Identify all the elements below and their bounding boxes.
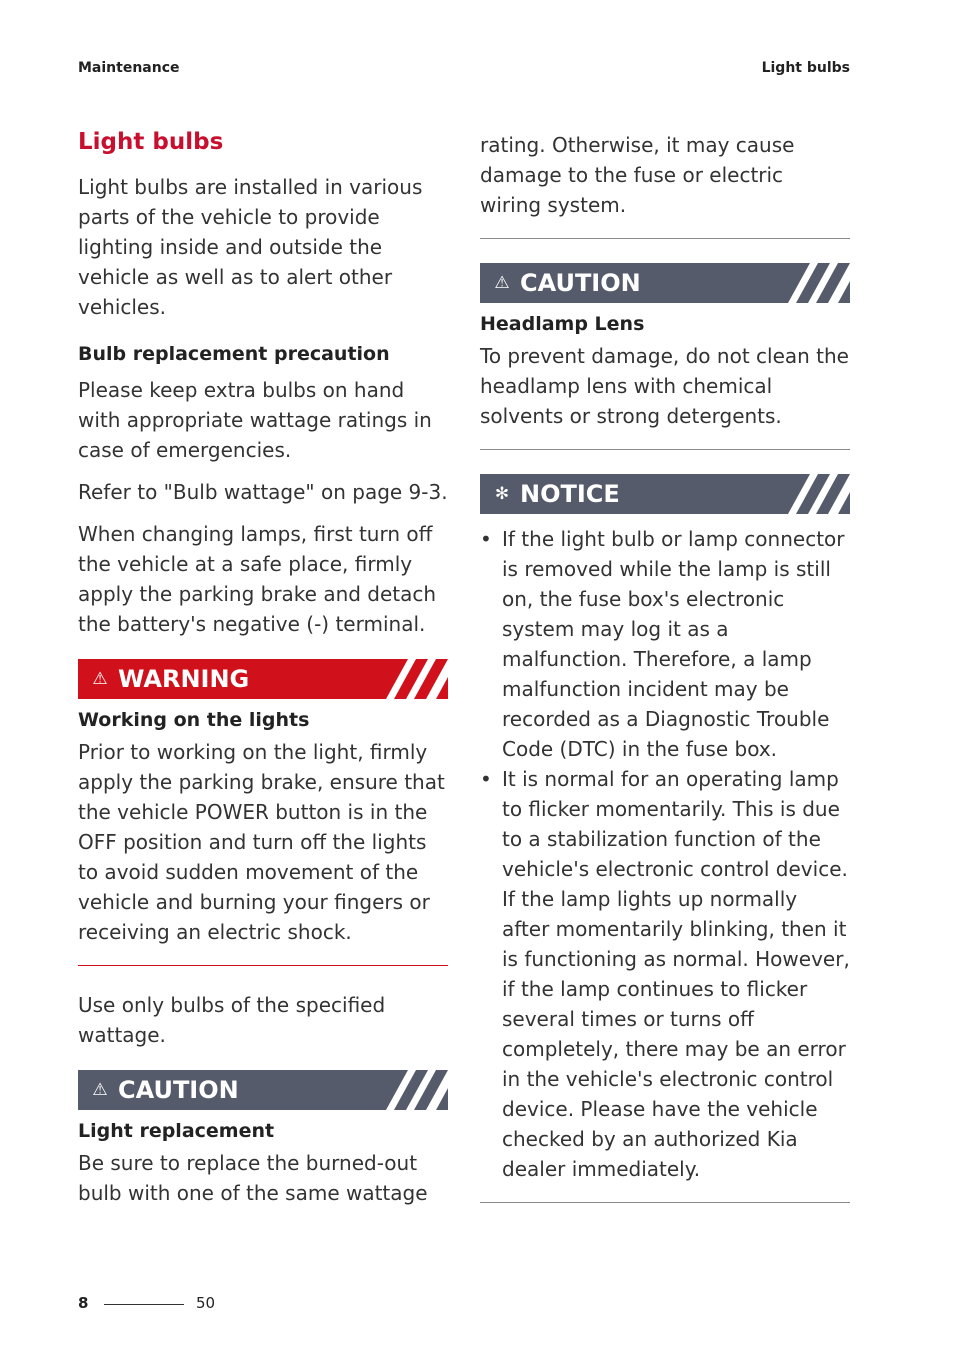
warning-divider <box>78 965 448 966</box>
page-number: 50 <box>196 1294 216 1312</box>
notice-list <box>480 524 850 1184</box>
caution-label: CAUTION <box>520 269 641 297</box>
intro-paragraph: Light bulbs are installed in various parts of the vehicle to provide lighting inside and outside the vehicle as well as to alert other vehicles. <box>78 174 423 319</box>
caution-banner <box>78 1070 448 1110</box>
paragraph-changing-lamps: When changing lamps, first turn off the vehicle at a safe place, firmly apply the parking brake and detach the battery's negative (-) terminal. <box>78 521 437 636</box>
left-column <box>78 128 448 1220</box>
notice-bullet-text: It is normal for an operating lamp to flicker momentarily. This is due to a stabilization function of the vehicle's electronic control device. If the lamp lights up normally after momentarily blinking, then it is functioning as normal. However, if the lamp continues to flicker several times or turns off completely, there may be an error in the vehicle's electronic control device. Please have the vehicle checked by an authorized Kia dealer immediately. <box>502 767 850 1181</box>
notice-bullet-text: If the light bulb or lamp connector is removed while the lamp is still on, the fuse box's electronic system may log it as a malfunction. Therefore, a lamp malfunction incident may be recorded as a Diagnostic Trouble Code (DTC) in the fuse box. <box>502 527 845 761</box>
warning-label: WARNING <box>118 664 250 693</box>
notice-banner <box>480 474 850 514</box>
caution-text: Be sure to replace the burned-out bulb with one of the same wattage <box>78 1150 428 1205</box>
page-footer <box>78 1294 216 1312</box>
running-header-topic: Light bulbs <box>761 60 850 76</box>
caution-label: CAUTION <box>118 1075 239 1104</box>
notice-label: NOTICE <box>520 480 620 508</box>
stripes-decoration <box>788 474 850 514</box>
section-title: Light bulbs <box>78 129 224 155</box>
caution-title: Headlamp Lens <box>480 313 645 335</box>
divider <box>480 449 850 450</box>
chapter-number: 8 <box>78 1294 89 1312</box>
right-column <box>480 130 850 1227</box>
footer-rule <box>104 1304 184 1305</box>
caution-banner <box>480 263 850 303</box>
warning-banner <box>78 659 448 699</box>
asterisk-icon: ✻ <box>494 484 510 504</box>
running-header-section: Maintenance <box>78 60 180 76</box>
paragraph-bulb-wattage-ref: Refer to "Bulb wattage" on page 9-3. <box>78 479 448 504</box>
warning-triangle-icon: ⚠ <box>92 1079 108 1100</box>
warning-title: Working on the lights <box>78 708 310 731</box>
stripes-decoration <box>386 1070 448 1110</box>
warning-triangle-icon: ⚠ <box>92 668 108 689</box>
paragraph-specified-wattage: Use only bulbs of the specified wattage. <box>78 992 386 1047</box>
continued-paragraph: rating. Otherwise, it may cause damage to the fuse or electric wiring system. <box>480 133 795 217</box>
divider <box>480 238 850 239</box>
caution-title: Light replacement <box>78 1119 275 1142</box>
subheading-bulb-precaution: Bulb replacement precaution <box>78 342 390 365</box>
stripes-decoration <box>386 659 448 699</box>
list-item: • It is normal for an operating lamp to flicker momentarily. This is due to a stabilization function of the vehicle's electronic control device. If the lamp lights up normally after momentarily blinking, then it is functioning as normal. However, if the lamp continues to flicker several times or turns off completely, there may be an error in the vehicle's electronic control device. Please have the vehicle checked by an authorized Kia dealer immediately. <box>480 767 850 1181</box>
stripes-decoration <box>788 263 850 303</box>
caution-text: To prevent damage, do not clean the headlamp lens with chemical solvents or strong detergents. <box>480 344 849 428</box>
warning-text: Prior to working on the light, firmly apply the parking brake, ensure that the vehicle POWER button is in the OFF position and turn off the lights to avoid sudden movement of the vehicle and burning your fingers or receiving an electric shock. <box>78 739 445 944</box>
list-item: • If the light bulb or lamp connector is removed while the lamp is still on, the fuse box's electronic system may log it as a malfunction. Therefore, a lamp malfunction incident may be recorded as a Diagnostic Trouble Code (DTC) in the fuse box. <box>480 527 845 761</box>
paragraph-extra-bulbs: Please keep extra bulbs on hand with appropriate wattage ratings in case of emergencies. <box>78 377 432 462</box>
warning-triangle-icon: ⚠ <box>494 273 510 293</box>
divider <box>480 1202 850 1203</box>
